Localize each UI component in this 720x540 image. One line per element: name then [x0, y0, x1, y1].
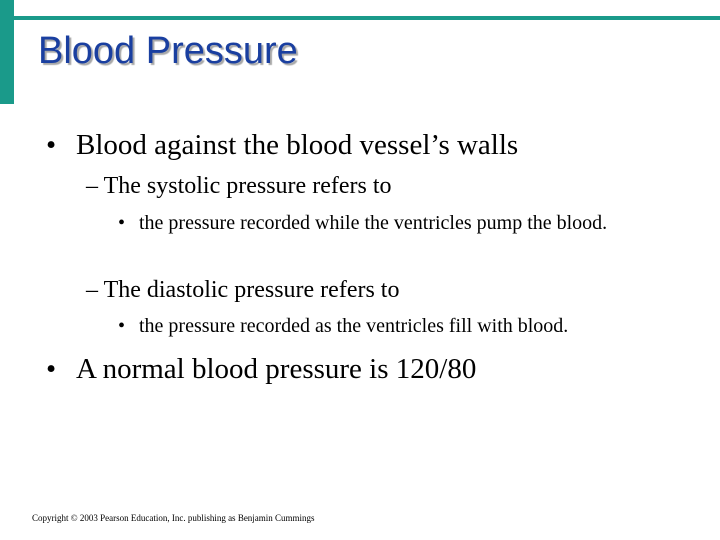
- accent-bar-vertical: [0, 0, 14, 104]
- sub-bullet-text: The systolic pressure refers to: [103, 173, 392, 199]
- sub-bullet-marker: –: [86, 277, 98, 303]
- sub-sub-bullet-text: the pressure recorded as the ventricles fill with blood.: [139, 315, 569, 337]
- sub-bullet-item: [86, 276, 399, 304]
- sub-sub-bullet-text: the pressure recorded while the ventricles pump the blood.: [139, 212, 608, 234]
- bullet-text: Blood against the blood vessel’s walls: [76, 129, 519, 161]
- copyright-footer: Copyright © 2003 Pearson Education, Inc. publishing as Benjamin Cummings: [32, 513, 315, 523]
- bullet-text: A normal blood pressure is 120/80: [76, 353, 477, 385]
- accent-bar-horizontal: [14, 16, 720, 20]
- slide-title: Blood Pressure: [38, 30, 298, 72]
- sub-sub-bullet-marker: •: [118, 315, 126, 337]
- sub-sub-bullet-marker: •: [118, 212, 126, 234]
- bullet-marker: •: [46, 353, 57, 385]
- sub-bullet-marker: –: [86, 173, 98, 199]
- sub-bullet-item: [86, 172, 391, 200]
- sub-bullet-text: The diastolic pressure refers to: [103, 277, 400, 303]
- bullet-marker: •: [46, 129, 57, 161]
